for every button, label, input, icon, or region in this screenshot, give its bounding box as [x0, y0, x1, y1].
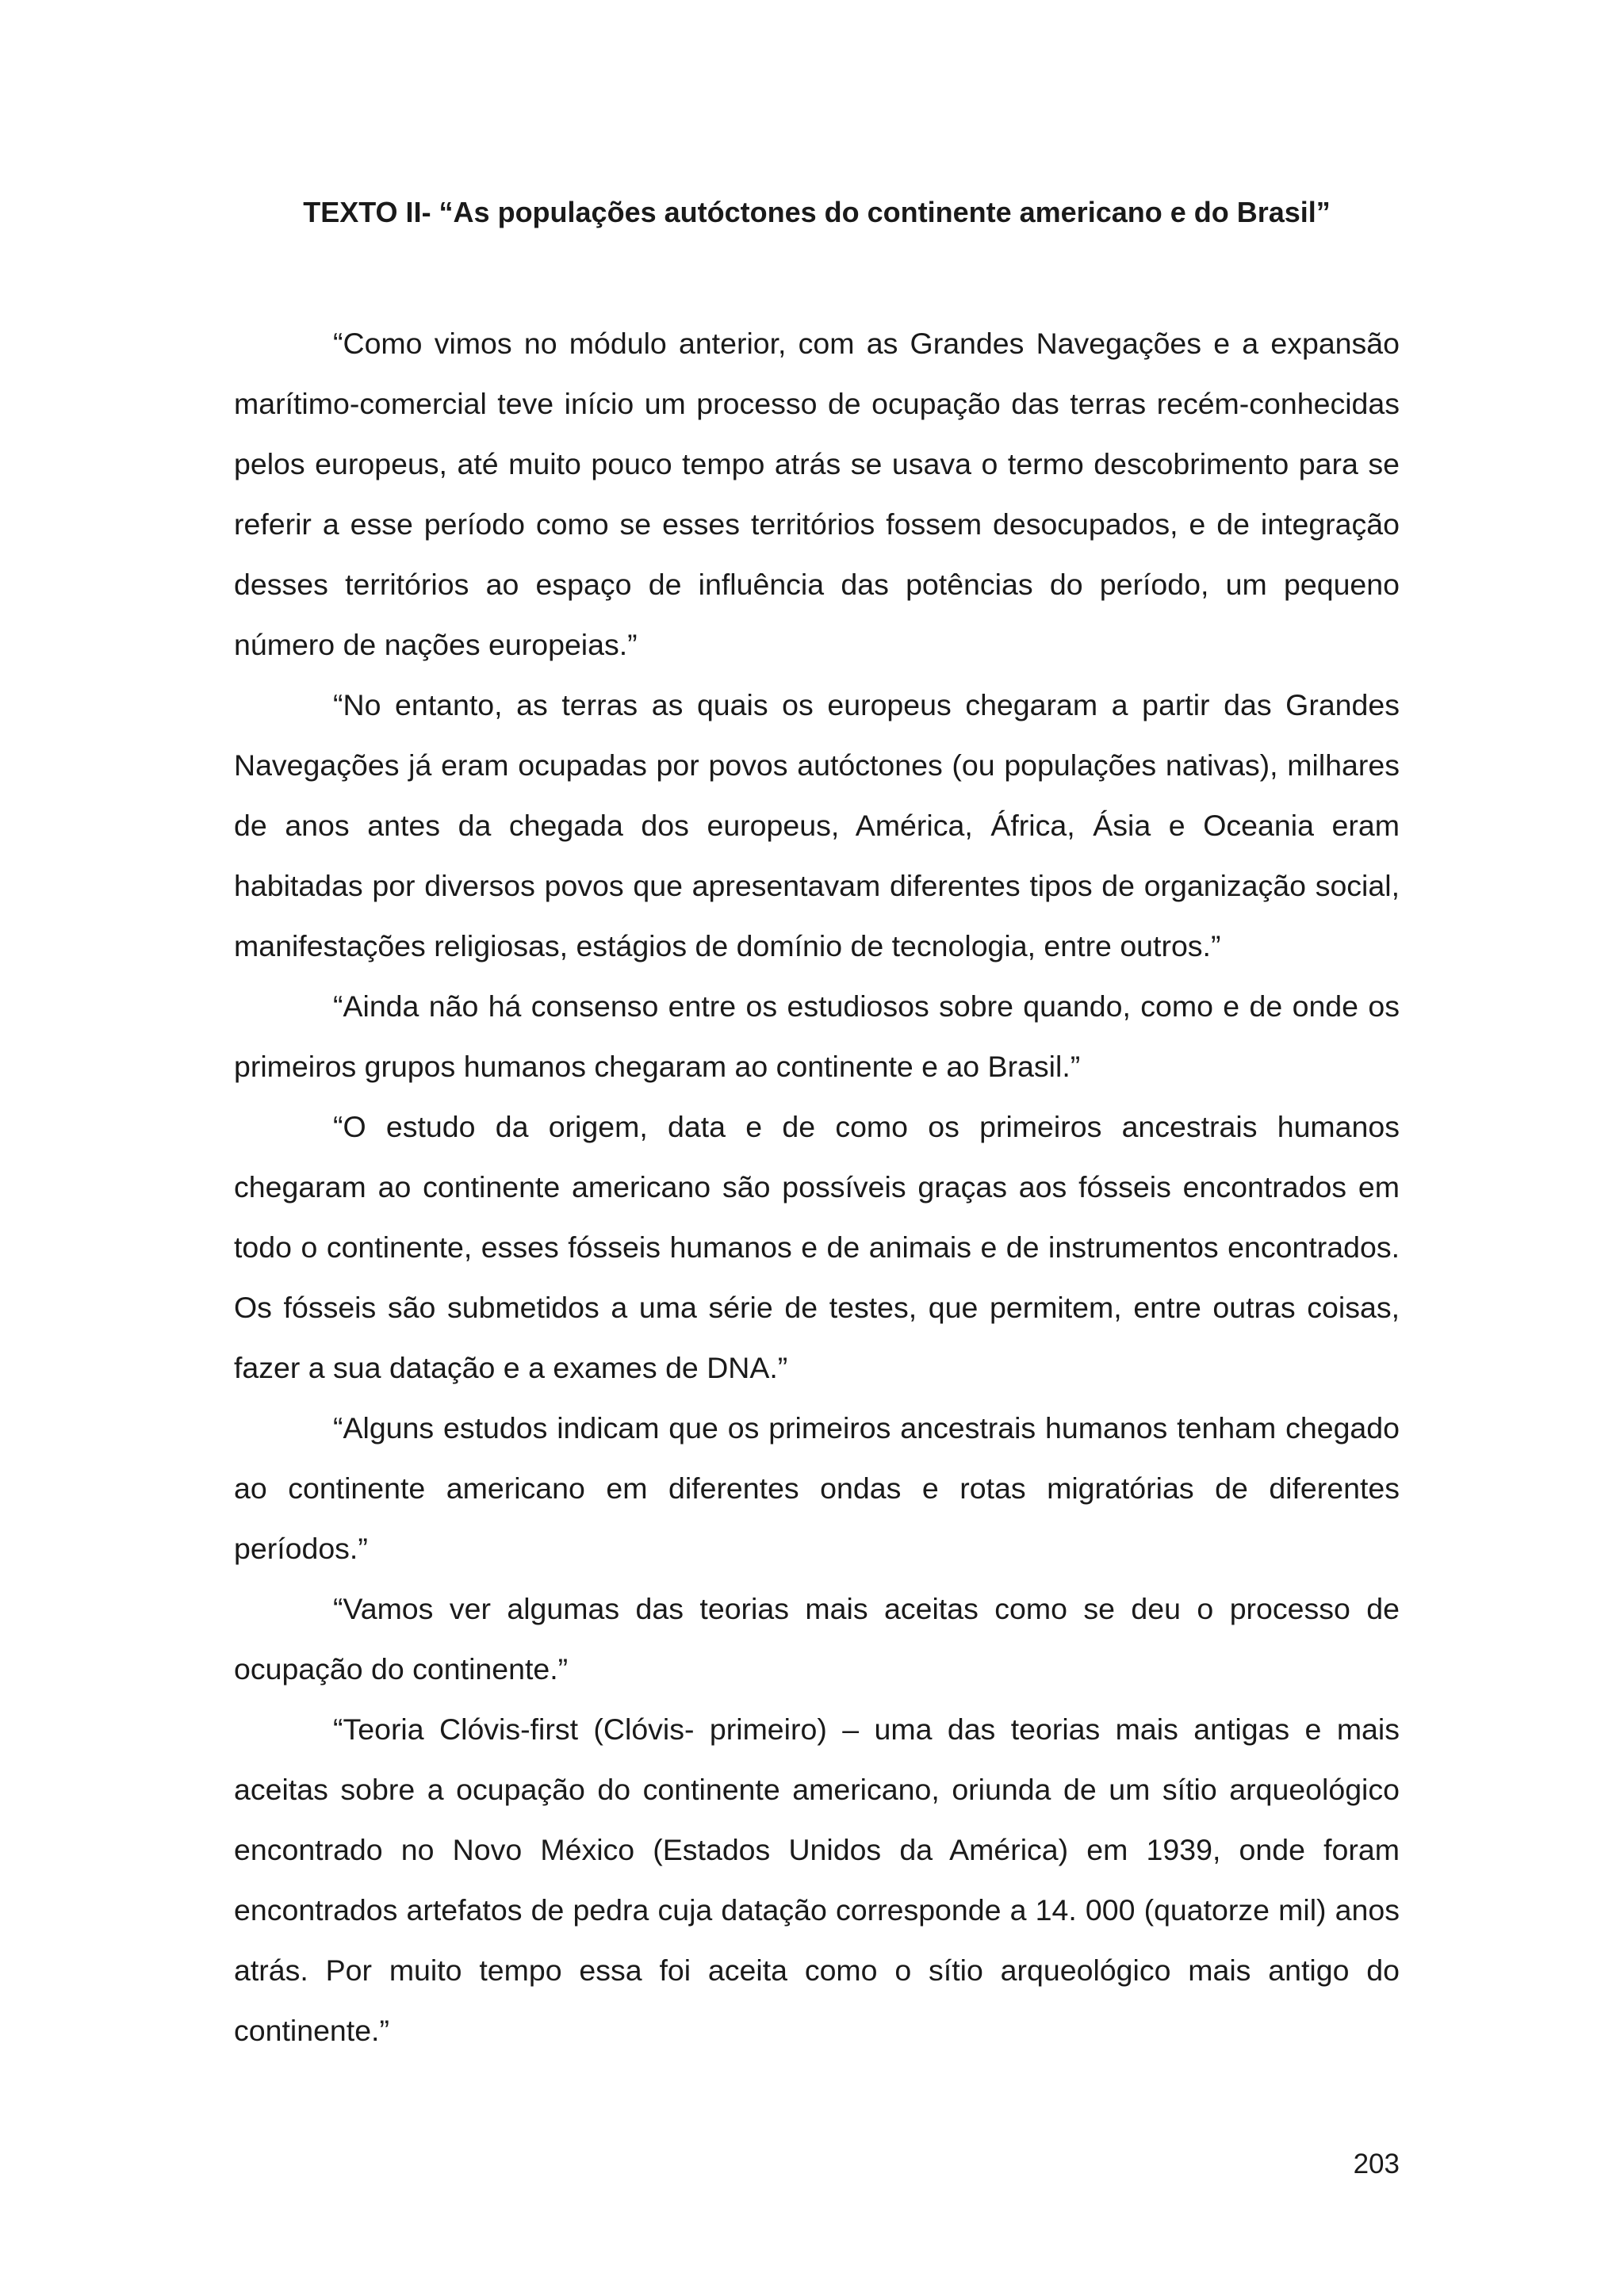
paragraph: “Teoria Clóvis-first (Clóvis- primeiro) – uma das teorias mais antigas e mais aceitas sobre a ocupação do continente americano, oriunda de um sítio arqueológico encontrado no Novo México (Estados Unidos da América) em 1939, onde foram encontrados artefatos de pedra cuja datação corresponde a 14. 000 (quatorze mil) anos atrás. Por muito tempo essa foi aceita como o sítio arqueológico mais antigo do continente.” — [234, 1712, 1400, 2047]
paragraph: “Vamos ver algumas das teorias mais aceitas como se deu o processo de ocupação do continente.” — [234, 1592, 1400, 1686]
paragraph: “No entanto, as terras as quais os europeus chegaram a partir das Grandes Navegações já eram ocupadas por povos autóctones (ou populações nativas), milhares de anos antes da chegada dos europeus, América, África, Ásia e Oceania eram habitadas por diversos povos que apresentavam diferentes tipos de organização social, manifestações religiosas, estágios de domínio de tecnologia, entre outros.” — [234, 688, 1400, 962]
body-text — [234, 313, 1400, 2061]
page-number: 203 — [1353, 2149, 1400, 2179]
paragraph: “Alguns estudos indicam que os primeiros ancestrais humanos tenham chegado ao continente americano em diferentes ondas e rotas migratórias de diferentes períodos.” — [234, 1411, 1400, 1565]
paragraph: “O estudo da origem, data e de como os primeiros ancestrais humanos chegaram ao continente americano são possíveis graças aos fósseis encontrados em todo o continente, esses fósseis humanos e de animais e de instrumentos encontrados. Os fósseis são submetidos a uma série de testes, que permitem, entre outras coisas, fazer a sua datação e a exames de DNA.” — [234, 1110, 1400, 1384]
paragraph: “Como vimos no módulo anterior, com as Grandes Navegações e a expansão marítimo-comercial teve início um processo de ocupação das terras recém-conhecidas pelos europeus, até muito pouco tempo atrás se usava o termo descobrimento para se referir a esse período como se esses territórios fossem desocupados, e de integração desses territórios ao espaço de influência das potências do período, um pequeno número de nações europeias.” — [234, 327, 1400, 661]
paragraph: “Ainda não há consenso entre os estudiosos sobre quando, como e de onde os primeiros grupos humanos chegaram ao continente e ao Brasil.” — [234, 989, 1400, 1083]
page-title: TEXTO II- “As populações autóctones do continente americano e do Brasil” — [303, 196, 1331, 228]
